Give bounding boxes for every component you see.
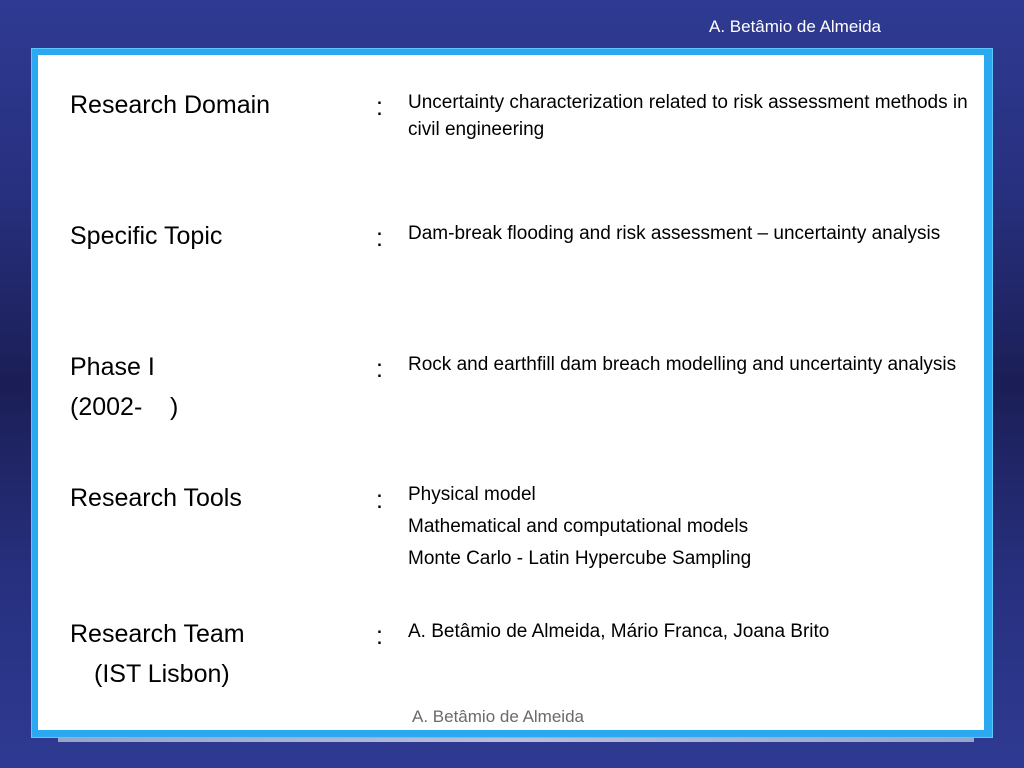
research-team-colon: : [376, 622, 383, 650]
header-author: A. Betâmio de Almeida [709, 17, 881, 36]
research-domain-label: Research Domain [70, 91, 271, 119]
specific-topic-colon: : [376, 224, 383, 252]
research-tools-list [408, 479, 974, 575]
phase-value: Rock and earthfill dam breach modelling and uncertainty analysis [408, 354, 957, 375]
phase-years: (2002- ) [70, 393, 179, 421]
research-team-title: Research Team [70, 620, 245, 648]
footer-author: A. Betâmio de Almeida [412, 707, 584, 726]
research-team-affiliation: (IST Lisbon) [94, 660, 230, 688]
specific-topic-value: Dam-break flooding and risk assessment – uncertainty analysis [408, 223, 941, 244]
phase-label [70, 347, 178, 427]
content-panel [38, 55, 984, 730]
list-item: Mathematical and computational models [408, 516, 749, 537]
research-domain-colon: : [376, 93, 383, 121]
specific-topic-label: Specific Topic [70, 222, 223, 250]
phase-colon: : [376, 355, 383, 383]
research-domain-value: Uncertainty characterization related to risk assessment methods in civil engineering [408, 92, 968, 140]
research-team-value: A. Betâmio de Almeida, Mário Franca, Joana Brito [408, 621, 830, 642]
list-item: Monte Carlo - Latin Hypercube Sampling [408, 548, 752, 569]
phase-title: Phase I [70, 353, 155, 381]
list-item: Physical model [408, 484, 536, 505]
research-tools-label: Research Tools [70, 484, 242, 512]
research-tools-colon: : [376, 486, 383, 514]
research-team-label [70, 614, 245, 694]
